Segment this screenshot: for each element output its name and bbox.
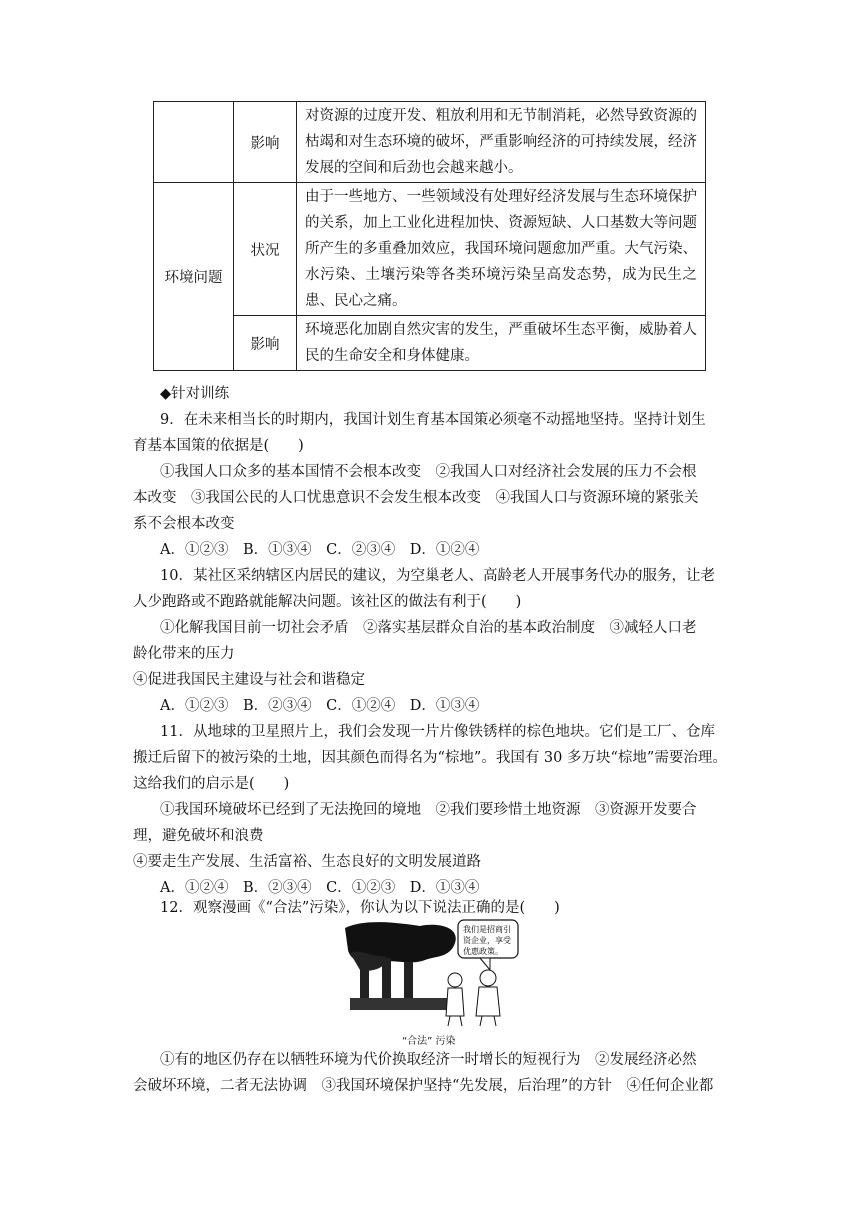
question-11-option-line-2: 理，避免破坏和浪费 (133, 828, 264, 844)
question-10-option-line-3: ④促进我国民主建设与社会和谐稳定 (133, 672, 365, 688)
question-11-option-line-1: ①我国环境破坏已经到了无法挽回的境地 ②我们要珍惜土地资源 ③资源开发要合 (160, 802, 697, 818)
question-12-line-1: 12．观察漫画《“合法”污染》，你认为以下说法正确的是( ) (160, 900, 560, 916)
question-9-answers: A．①②③ B．①③④ C．②③④ D．①②④ (160, 542, 480, 558)
question-11-option-line-3: ④要走生产发展、生活富裕、生态良好的文明发展道路 (133, 854, 481, 870)
question-11-line-2: 搬迁后留下的被污染的土地，因其颜色而得名为“棕地”。我国有 30 多万块“棕地”需要治理。 (133, 750, 727, 766)
table-cell-text: 由于一些地方、一些领域没有处理好经济发展与生态环境保护的关系，加上工业化进程加快、资源短缺、人口基数大等问题所产生的多重叠加效应，我国环境问题愈加严重。大气污染、水污染、土壤污染等各类环境污染呈高发态势，成为民生之患、民心之痛。 (297, 183, 706, 316)
question-12-option-line-2: 会破坏环境，二者无法协调 ③我国环境保护坚持“先发展，后治理”的方针 ④任何企业都 (133, 1078, 714, 1094)
bubble-line-2: 资企业，享受 (463, 936, 511, 945)
bubble-line-3: 优惠政策。 (463, 947, 503, 956)
cartoon-caption: “合法” 污染 (402, 1036, 456, 1047)
question-9-line-1: 9．在未来相当长的时期内，我国计划生育基本国策必须毫不动摇地坚持。坚持计划生 (160, 412, 706, 428)
comparison-table (153, 101, 706, 371)
table-group-header: 环境问题 (154, 183, 234, 371)
question-10-line-1: 10．某社区采纳辖区内居民的建议，为空巢老人、高龄老人开展事务代办的服务，让老 (160, 568, 715, 584)
question-11-line-3: 这给我们的启示是( ) (133, 776, 290, 792)
question-11-line-1: 11．从地球的卫星照片上，我们会发现一片片像铁锈样的棕色地块。它们是工厂、仓库 (160, 724, 715, 740)
table-cell-empty (154, 102, 234, 183)
question-10-line-2: 人少跑路或不跑路就能解决问题。该社区的做法有利于( ) (133, 594, 522, 610)
bubble-line-1: 我们是招商引 (463, 925, 511, 934)
question-9-line-2: 育基本国策的依据是( ) (133, 438, 304, 454)
table-cell-text: 对资源的过度开发、粗放利用和无节制消耗，必然导致资源的枯竭和对生态环境的破坏，严重影响经济的可持续发展，经济发展的空间和后劲也会越来越小。 (297, 102, 706, 183)
table-subheader: 状况 (234, 183, 297, 316)
question-11-answers: A．①②④ B．②③④ C．①②③ D．①③④ (160, 880, 480, 896)
table-subheader: 影响 (234, 316, 297, 371)
question-9-option-line-3: 系不会根本改变 (133, 516, 235, 532)
table-subheader: 影响 (234, 102, 297, 183)
question-10-option-line-2: 龄化带来的压力 (133, 646, 235, 662)
question-12-option-line-1: ①有的地区仍存在以牺牲环境为代价换取经济一时增长的短视行为 ②发展经济必然 (160, 1052, 697, 1068)
section-heading: ◆针对训练 (160, 386, 230, 402)
cartoon-illustration (340, 918, 520, 1028)
pollution-cartoon (340, 918, 520, 1028)
question-10-option-line-1: ①化解我国目前一切社会矛盾 ②落实基层群众自治的基本政治制度 ③减轻人口老 (160, 620, 697, 636)
question-9-option-line-1: ①我国人口众多的基本国情不会根本改变 ②我国人口对经济社会发展的压力不会根 (160, 464, 697, 480)
table-cell-text: 环境恶化加剧自然灾害的发生，严重破坏生态平衡，威胁着人民的生命安全和身体健康。 (297, 316, 706, 371)
question-9-option-line-2: 本改变 ③我国公民的人口忧患意识不会发生根本改变 ④我国人口与资源环境的紧张关 (133, 490, 699, 506)
question-10-answers: A．①②③ B．②③④ C．①②④ D．①③④ (160, 698, 480, 714)
